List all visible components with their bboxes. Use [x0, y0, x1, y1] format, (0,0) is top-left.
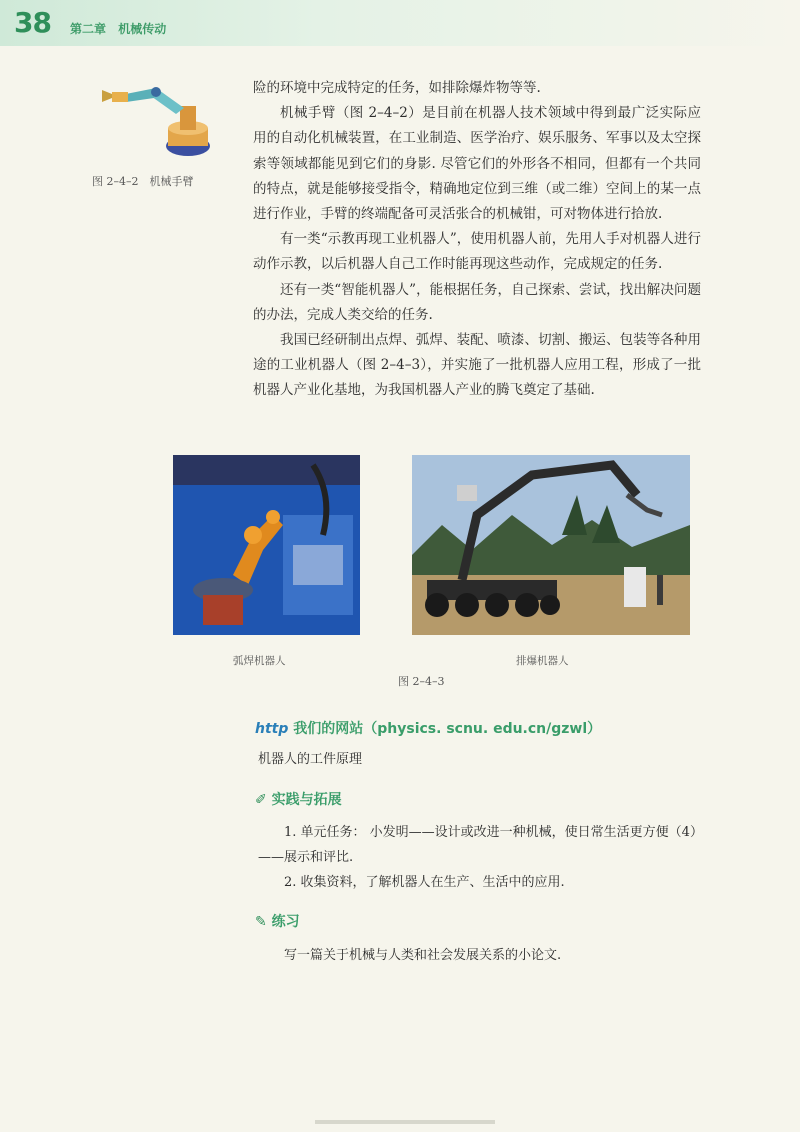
paragraph: 我国已经研制出点焊、弧焊、装配、喷漆、切割、搬运、包装等各种用途的工业机器人（图 2–4–3），并实施了一批机器人应用工程，形成了一批机器人产业化基地，为我国机器人产业的腾飞奠定了基础. [253, 332, 701, 399]
bomb-disposal-robot-caption: 排爆机器人 [516, 655, 569, 667]
exercise-text: 写一篇关于机械与人类和社会发展关系的小论文. [284, 948, 562, 963]
chapter-title: 机械传动 [118, 22, 167, 36]
page-number: 38 [14, 6, 51, 39]
robotic-arm-illustration [96, 76, 222, 166]
page-bottom-strip [315, 1120, 495, 1124]
website-item [258, 747, 704, 772]
practice-list [258, 820, 704, 895]
website-heading [255, 718, 601, 738]
exercise-icon: ✎ [255, 914, 267, 930]
arc-welding-robot-caption: 弧焊机器人 [233, 655, 286, 667]
exercise-title: 练习 [271, 914, 300, 930]
practice-title: 实践与拓展 [271, 792, 342, 808]
paragraph: 还有一类“智能机器人”，能根据任务，自己探索、尝试，找出解决问题的办法，完成人类交给的任务. [253, 281, 701, 323]
chapter-number: 第二章 [70, 22, 107, 36]
paragraph: 险的环境中完成特定的任务，如排除爆炸物等等. [253, 80, 541, 96]
list-item: 1. 单元任务： 小发明——设计或改进一种机械，使日常生活更方便（4）——展示和评比. [258, 825, 703, 865]
exercise-heading [255, 911, 300, 931]
paragraph: 有一类“示教再现工业机器人”，使用机器人前，先用人手对机器人进行动作示教，以后机器人自己工作时能再现这些动作，完成规定的任务. [253, 231, 701, 273]
http-icon: http [255, 721, 289, 737]
practice-icon: ✐ [255, 792, 267, 808]
list-item: 2. 收集资料，了解机器人在生产、生活中的应用. [284, 875, 565, 890]
chapter-heading [70, 20, 174, 37]
bomb-disposal-robot-photo [412, 455, 690, 635]
exercise-body [258, 943, 704, 968]
figure-2-4-2-caption: 图 2–4–2 机械手臂 [92, 175, 194, 188]
website-title: 我们的网站（physics. scnu. edu.cn/gzwl） [293, 721, 602, 737]
website-link-text[interactable]: 机器人的工件原理 [258, 752, 363, 767]
paragraph: 机械手臂（图 2–4–2）是目前在机器人技术领域中得到最广泛实际应用的自动化机械装置，在工业制造、医学治疗、娱乐服务、军事以及太空探索等领域都能见到它们的身影. 尽管它们的外形各不相同，但都有一个共同的特点，就是能够接受指令，精确地定位到三维（或二维）空间上的某一点进行作业，手臂的终端配备可灵活张合的机械钳，可对物体进行拾放. [253, 105, 701, 223]
practice-heading [255, 789, 342, 809]
figure-2-4-3-label: 图 2–4–3 [398, 675, 445, 688]
body-text [253, 76, 701, 404]
arc-welding-robot-photo [173, 455, 360, 635]
